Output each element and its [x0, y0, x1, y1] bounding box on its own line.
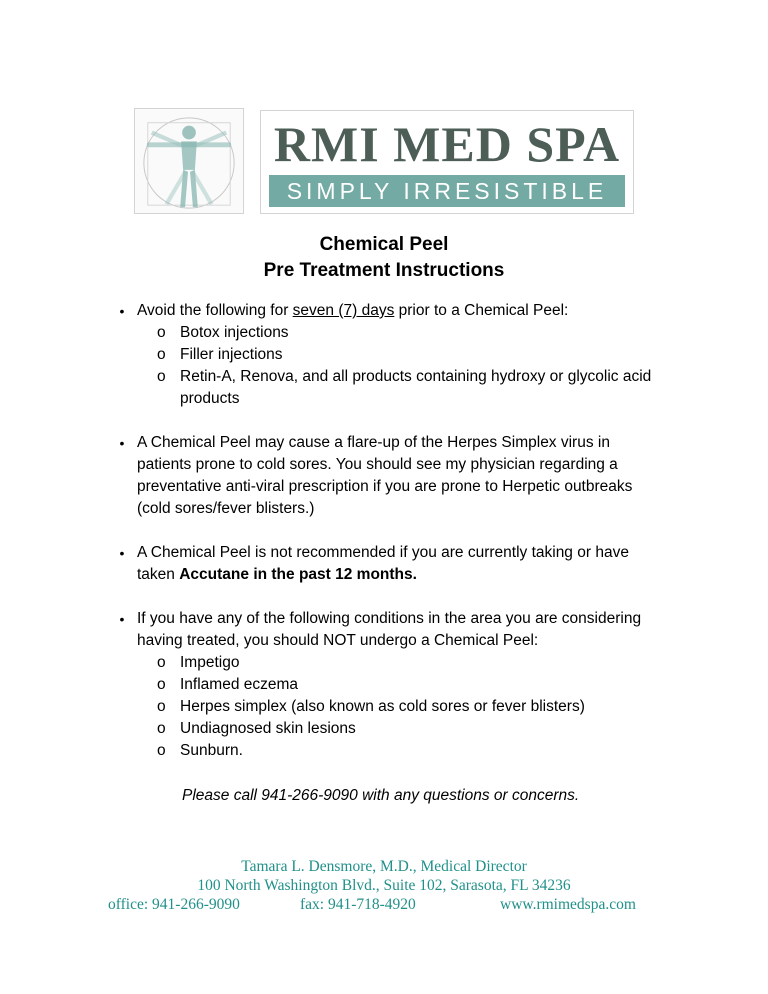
bullet-accutane-text: A Chemical Peel is not recommended if you are currently taking or have taken — [137, 544, 629, 583]
sub-bullet-icon: o — [157, 698, 166, 715]
sub-bullet-icon: o — [157, 654, 166, 671]
avoid-list — [157, 322, 667, 410]
bullet-icon: • — [119, 435, 125, 451]
bullet-avoid-duration: seven (7) days — [292, 302, 395, 319]
conditions-list — [157, 652, 667, 762]
instructions — [0, 300, 768, 762]
bullet-icon: • — [119, 545, 125, 561]
list-item: o Impetigo — [180, 652, 664, 674]
sub-bullet-icon: o — [157, 324, 166, 341]
page-subtitle: Pre Treatment Instructions — [263, 260, 505, 281]
sub-bullet-icon: o — [157, 368, 166, 385]
bullet-herpes-text: A Chemical Peel may cause a flare-up of the Herpes Simplex virus in patients prone to cold sores. You should see my physician regarding a preventative anti-viral prescription if you are prone to Herpetic outbreaks (cold sores/fever blisters.) — [137, 434, 633, 517]
bullet-icon: • — [119, 303, 125, 319]
bullet-conditions — [119, 608, 667, 762]
list-item: o Herpes simplex (also known as cold sores or fever blisters) — [180, 696, 664, 718]
sub-bullet-icon: o — [157, 742, 166, 759]
footer-office-phone: office: 941-266-9090 — [108, 896, 240, 913]
footer-website-link[interactable]: www.rmimedspa.com — [500, 896, 636, 913]
logo-tagline: SIMPLY IRRESISTIBLE — [269, 175, 625, 207]
bullet-accutane — [119, 542, 667, 586]
list-item: o Botox injections — [180, 322, 664, 344]
list-item: o Filler injections — [180, 344, 664, 366]
bullet-accutane-bold: Accutane in the past 12 months. — [179, 566, 417, 583]
list-item: o Sunburn. — [180, 740, 664, 762]
sub-bullet-icon: o — [157, 346, 166, 363]
bullet-herpes-warning — [119, 432, 667, 520]
closing-note: Please call 941-266-9090 with any questions or concerns. — [182, 787, 580, 804]
logo — [134, 108, 634, 214]
footer-address: 100 North Washington Blvd., Suite 102, Sarasota, FL 34236 — [197, 877, 571, 894]
bullet-conditions-text: If you have any of the following conditions in the area you are considering having treated, you should NOT undergo a Chemical Peel: — [137, 610, 642, 649]
bullet-avoid-pre: Avoid the following for — [137, 302, 293, 319]
sub-bullet-icon: o — [157, 676, 166, 693]
footer-director: Tamara L. Densmore, M.D., Medical Director — [241, 858, 527, 875]
logo-title: RMI MED SPA — [273, 116, 621, 172]
bullet-avoid — [119, 300, 667, 410]
list-item: o Inflamed eczema — [180, 674, 664, 696]
footer-contact — [0, 895, 768, 915]
footer-fax: fax: 941-718-4920 — [300, 896, 416, 913]
logo-wordmark — [260, 110, 634, 214]
page-title: Chemical Peel — [319, 234, 449, 255]
list-item: o Retin-A, Renova, and all products containing hydroxy or glycolic acid products — [157, 368, 652, 407]
sub-bullet-icon: o — [157, 720, 166, 737]
vitruvian-man-icon — [134, 108, 244, 214]
bullet-icon: • — [119, 611, 125, 627]
bullet-avoid-post: prior to a Chemical Peel: — [394, 302, 569, 319]
list-item: o Undiagnosed skin lesions — [180, 718, 664, 740]
